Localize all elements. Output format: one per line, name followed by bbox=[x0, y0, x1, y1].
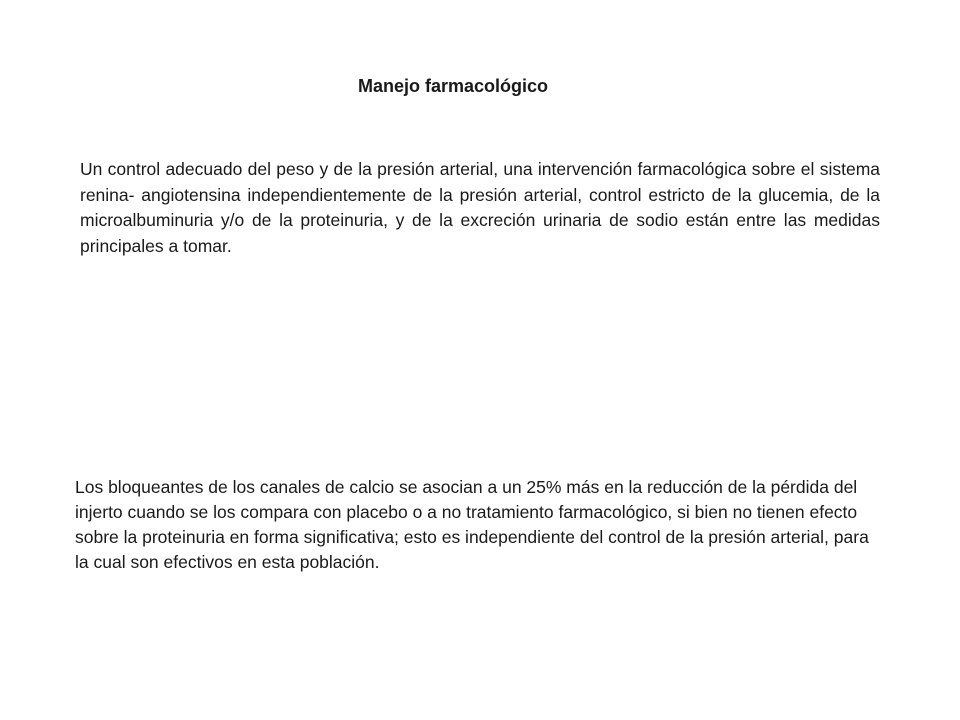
paragraph-management-measures: Un control adecuado del peso y de la presión arterial, una intervención farmacológica sobre el sistema renina- angiotensina independientemente de la presión arterial, control estricto de la glucemia, de la microalbuminuria y/o de la proteinuria, y de la excreción urinaria de sodio están entre las medidas principales a tomar. bbox=[80, 159, 880, 256]
paragraph-calcium-channel-blockers: Los bloqueantes de los canales de calcio se asocian a un 25% más en la reducción de la pérdida del injerto cuando se los compara con placebo o a no tratamiento farmacológico, si bien no tienen efecto sobre la proteinuria en forma significativa; esto es independiente del control de la presión arterial, para la cual son efectivos en esta población. bbox=[75, 477, 869, 572]
slide-title: Manejo farmacológico bbox=[357, 76, 549, 96]
